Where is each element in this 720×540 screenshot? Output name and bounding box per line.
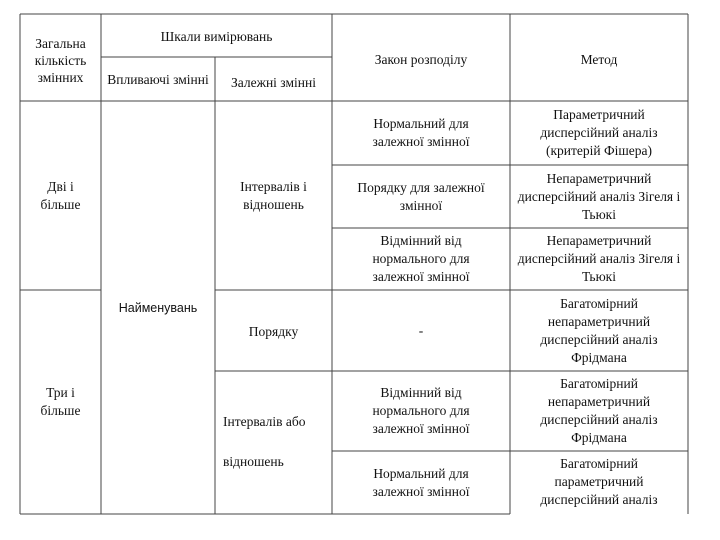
row-3-method: Непараметричний дисперсійний аналіз Зігеля і Тьюкі	[517, 233, 681, 284]
row-2-method: Непараметричний дисперсійний аналіз Зігеля і Тьюкі	[517, 170, 681, 222]
header-independent-variables: Впливаючі змінні	[107, 71, 209, 87]
header-distribution-law: Закон розподілу	[374, 52, 468, 67]
dependent-scale-interval-ratio: Інтервалів і відношень	[240, 178, 307, 212]
header-total-variables: Загальна кількість змінних	[34, 36, 87, 85]
group-three-or-more: Три і більше	[40, 385, 81, 418]
group-two-or-more: Дві і більше	[40, 178, 81, 212]
dependent-scale-ordinal: Порядку	[248, 323, 299, 339]
header-dependent-variables: Залежні змінні	[231, 74, 316, 90]
row-6-method: Багатомірний параметричний дисперсійний аналіз	[540, 456, 658, 507]
header-measurement-scales: Шкали вимірювань	[160, 29, 273, 44]
row-2-distribution: Порядку для залежної змінної	[357, 179, 485, 213]
header-method: Метод	[580, 52, 618, 67]
row-6-distribution: Нормальний для залежної змінної	[372, 465, 470, 499]
independent-scale-nominal: Найменувань	[118, 300, 198, 315]
row-1-method: Параметричний дисперсійний аналіз (критерій Фішера)	[540, 107, 658, 158]
row-4-distribution: -	[418, 322, 424, 338]
row-5-method: Багатомірний непараметричний дисперсійний аналіз Фрідмана	[540, 376, 658, 445]
row-5-distribution: Відмінний від нормального для залежної змінної	[372, 385, 470, 436]
row-1-distribution: Нормальний для залежної змінної	[372, 116, 470, 149]
dependent-scale-interval-or-ratio: Інтервалів або відношень	[223, 414, 306, 469]
row-4-method: Багатомірний непараметричний дисперсійний аналіз Фрідмана	[540, 295, 658, 365]
row-3-distribution: Відмінний від нормального для залежної змінної	[372, 233, 470, 284]
